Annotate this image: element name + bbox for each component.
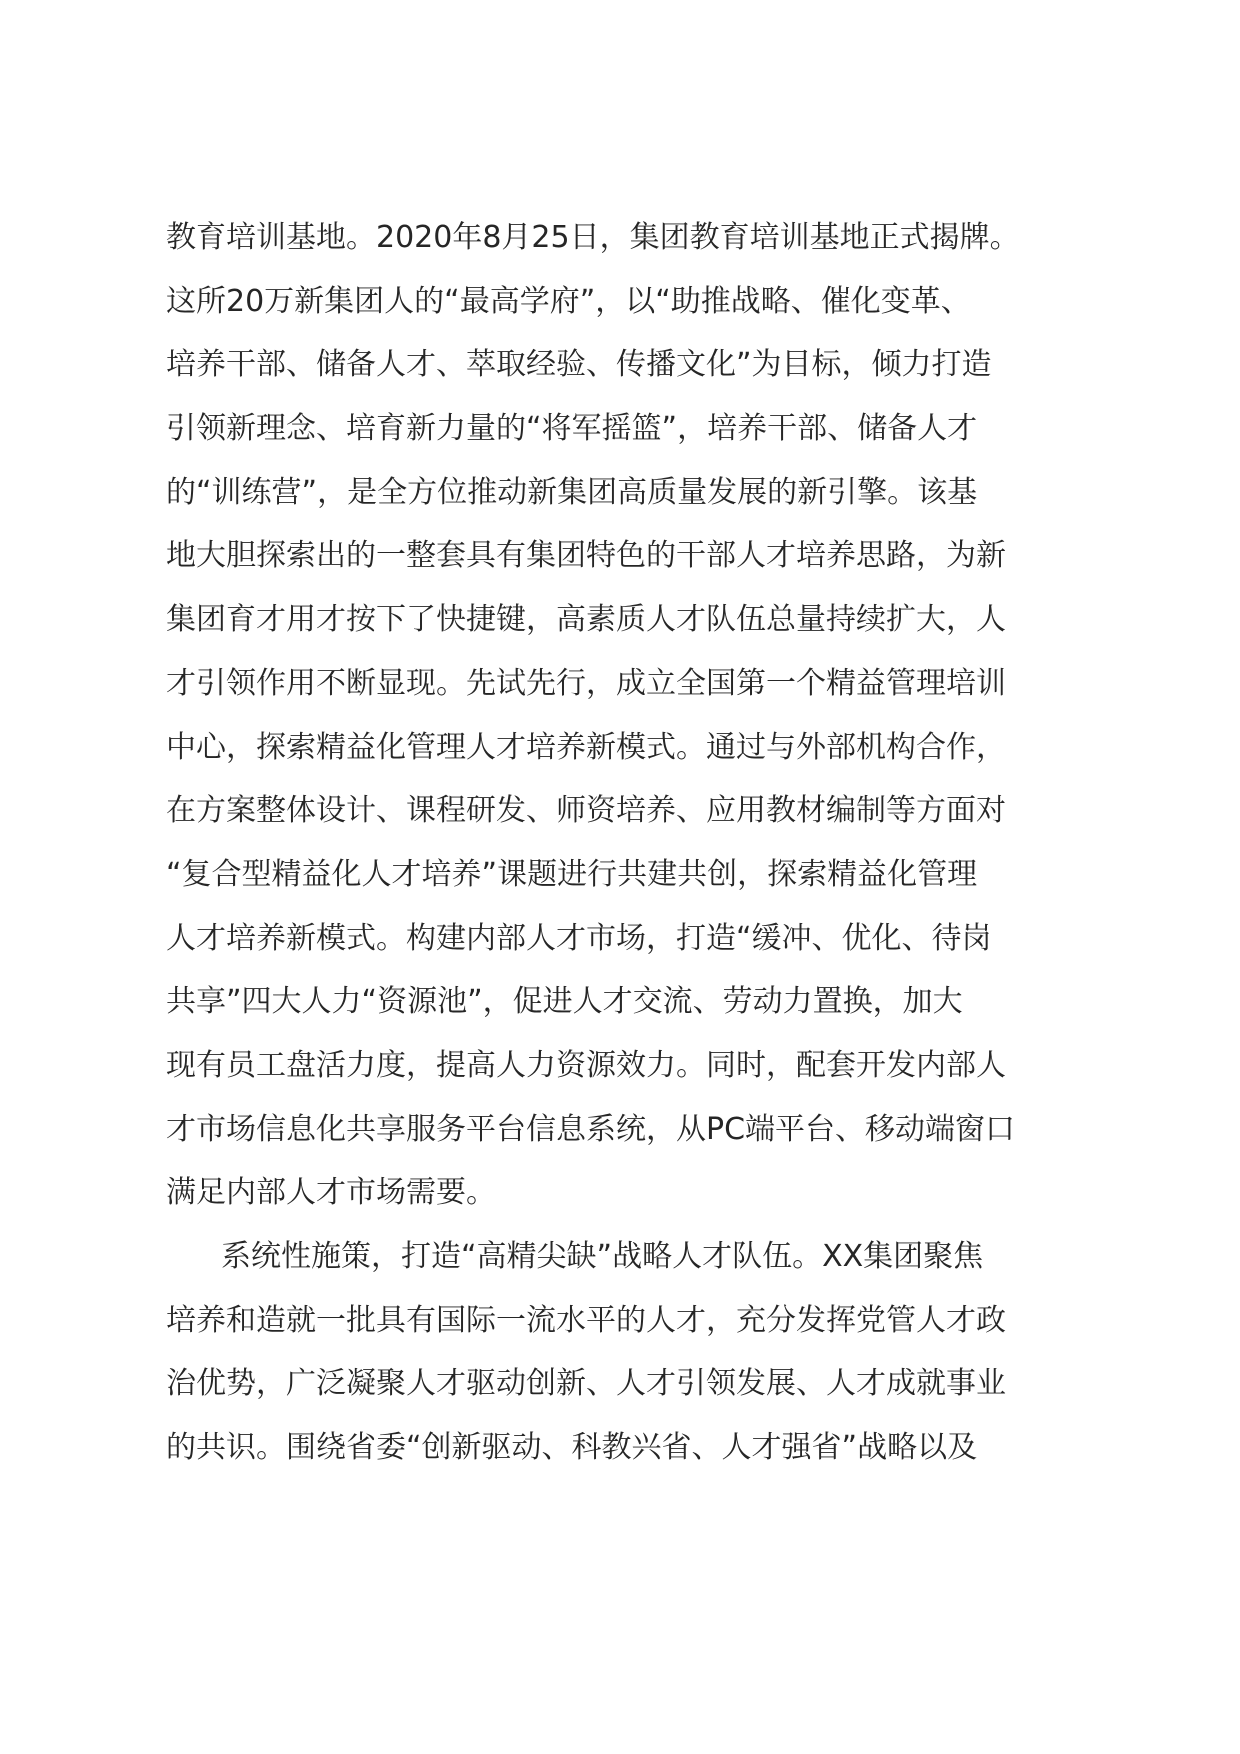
text-line: 满足内部人才市场需要。 <box>166 1175 496 1211</box>
text-line: 教育培训基地。2020年8月25日，集团教育培训基地正式揭牌。 <box>166 220 1020 255</box>
text-line: 共享”四大人力“资源池”，促进人才交流、劳动力置换，加大 <box>166 984 963 1020</box>
body-text <box>166 206 1106 1480</box>
text-line: 人才培养新模式。构建内部人才市场，打造“缓冲、优化、待岗 <box>166 920 992 956</box>
text-line: 培养和造就一批具有国际一流水平的人才，充分发挥党管人才政 <box>166 1302 1006 1338</box>
paragraph-first-line: 系统性施策，打造“高精尖缺”战略人才队伍。XX集团聚焦 <box>221 1239 984 1274</box>
text-line: 在方案整体设计、课程研发、师资培养、应用教材编制等方面对 <box>166 793 1006 829</box>
text-line: 集团育才用才按下了快捷键，高素质人才队伍总量持续扩大，人 <box>166 602 1006 638</box>
text-line: 引领新理念、培育新力量的“将军摇篮”，培养干部、储备人才 <box>166 411 978 447</box>
text-line: 这所20万新集团人的“最高学府”，以“助推战略、催化变革、 <box>166 283 971 319</box>
text-line: 治优势，广泛凝聚人才驱动创新、人才引领发展、人才成就事业 <box>166 1366 1006 1402</box>
text-line: 中心，探索精益化管理人才培养新模式。通过与外部机构合作， <box>166 729 1006 765</box>
text-line: 地大胆探索出的一整套具有集团特色的干部人才培养思路，为新 <box>166 538 1006 574</box>
text-line: 才引领作用不断显现。先试先行，成立全国第一个精益管理培训 <box>166 665 1006 701</box>
text-line: “复合型精益化人才培养”课题进行共建共创，探索精益化管理 <box>166 856 978 892</box>
text-line: 培养干部、储备人才、萃取经验、传播文化”为目标，倾力打造 <box>166 347 992 383</box>
text-line: 才市场信息化共享服务平台信息系统，从PC端平台、移动端窗口 <box>166 1111 1016 1147</box>
text-line: 现有员工盘活力度，提高人力资源效力。同时，配套开发内部人 <box>166 1047 1006 1083</box>
text-line: 的“训练营”，是全方位推动新集团高质量发展的新引擎。该基 <box>166 474 978 510</box>
text-line: 的共识。围绕省委“创新驱动、科教兴省、人才强省”战略以及 <box>166 1430 978 1466</box>
